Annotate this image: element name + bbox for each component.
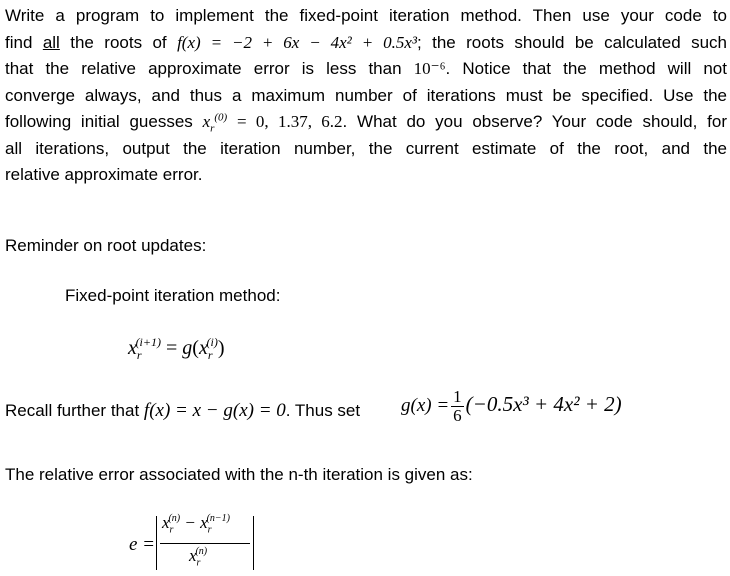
- initial-guess-values: = 0, 1.37, 6.2: [237, 112, 343, 131]
- g-frac-denominator: 6: [453, 406, 462, 425]
- recall-line: Recall further that f(x) = x − g(x) = 0. Thus set: [5, 400, 361, 421]
- g-frac-numerator: 1: [453, 387, 462, 406]
- underlined-all: all: [42, 32, 60, 52]
- reminder-heading: Reminder on root updates:: [5, 236, 207, 255]
- problem-line-5: following initial guesses $x_r^{(0)} = 0$, 1.37, 6.2. What do you observe? Your code should, for: [5, 111, 727, 135]
- update-formula: $x_r^{(i+1)} = g(x_r^{(i)})$: [128, 335, 225, 362]
- f-equation: f(x) = x − g(x) = 0: [143, 400, 286, 421]
- problem-line-2: find all the roots of f(x) = −2 + 6x − 4x² + 0.5x³; the roots should be calculated such: [5, 32, 727, 52]
- problem-line-1: Write a program to implement the fixed-point iteration method. Then use your code to: [5, 6, 727, 25]
- problem-line-7: relative approximate error.: [5, 165, 203, 184]
- initial-guess-symbol: $x_r^{(0)}$: [202, 111, 228, 135]
- problem-statement: [5, 3, 727, 189]
- problem-line-3: that the relative approximate error is less than 10⁻⁶. Notice that the method will not: [5, 59, 727, 78]
- problem-line-6: all iterations, output the iteration number, the current estimate of the root, and the: [5, 138, 727, 158]
- function-definition: f(x) = −2 + 6x − 4x² + 0.5x³: [177, 32, 417, 52]
- g-expression: (−0.5x³ + 4x² + 2): [465, 391, 622, 416]
- error-text: The relative error associated with the n-th iteration is given as:: [5, 465, 473, 484]
- tolerance: 10⁻⁶: [413, 59, 446, 78]
- method-label: Fixed-point iteration method:: [65, 286, 281, 305]
- problem-line-4: converge always, and thus a maximum number of iterations must be specified. Use the: [5, 85, 727, 105]
- g-definition: g(x) = $\frac{1}{6}$ (−0.5x³ + 4x² + 2): [401, 387, 622, 425]
